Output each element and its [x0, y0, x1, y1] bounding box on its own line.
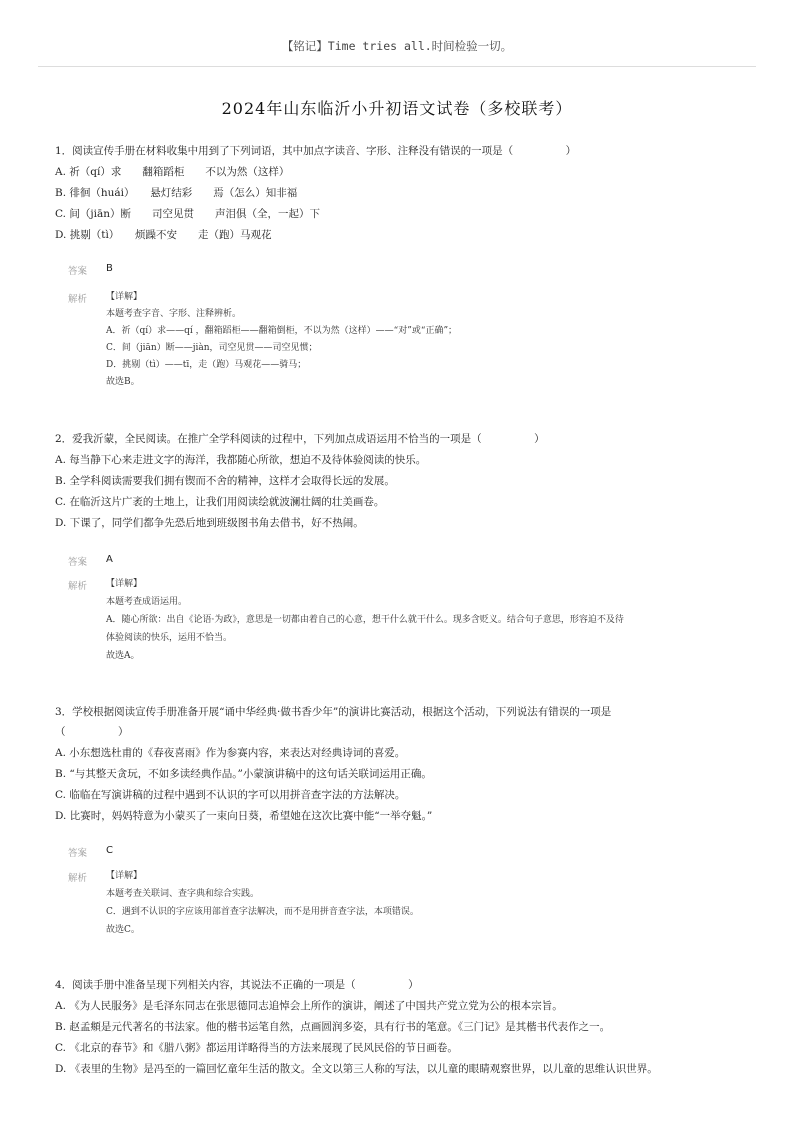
question-2-stem: 2．爱我沂蒙，全民阅读。在推广全学科阅读的过程中，下列加点成语运用不恰当的一项是（ ）: [55, 433, 545, 445]
question-3-option-d[interactable]: D. 比赛时，妈妈特意为小蒙买了一束向日葵，希望她在这次比赛中能“一举夺魁。”: [55, 810, 433, 822]
answer-label: 答案: [68, 557, 88, 568]
question-4-option-b[interactable]: B. 赵孟頫是元代著名的书法家。他的楷书运笔自然，点画圆润多姿，具有行书的笔意。《三门记》是其楷书代表作之一。: [55, 1021, 611, 1033]
question-2-option-a[interactable]: A. 每当静下心来走进文字的海洋，我都随心所欲，想迫不及待体验阅读的快乐。: [55, 454, 427, 466]
page-header-motto: 【铭记】Time tries all.时间检验一切。: [281, 39, 513, 53]
question-3-analysis-line: 【详解】: [106, 871, 143, 881]
question-2-analysis-line: 本题考查成语运用。: [106, 597, 188, 607]
question-1-answer: B: [106, 263, 113, 274]
question-4-stem: 4．阅读手册中准备呈现下列相关内容，其说法不正确的一项是（ ）: [55, 979, 419, 991]
question-1-analysis-line: A．祈（qí）求——qí ，翻箱蹈柜——翻箱倒柜，不以为然（这样）——“对”或“正确”；: [106, 326, 458, 336]
question-3-stem-continued: （ ）: [55, 726, 129, 738]
answer-label: 答案: [68, 266, 88, 277]
analysis-label: 解析: [68, 873, 88, 884]
answer-label: 答案: [68, 848, 88, 859]
question-3-option-c[interactable]: C. 临临在写演讲稿的过程中遇到不认识的字可以用拼音查字法的方法解决。: [55, 789, 406, 801]
question-1-option-a[interactable]: A. 祈（qí）求 翻箱蹈柜 不以为然（这样）: [55, 166, 290, 178]
question-1-stem: 1．阅读宣传手册在材料收集中用到了下列词语，其中加点字读音、字形、注释没有错误的一项是（ ）: [55, 145, 577, 157]
question-1-analysis-line: D．挑剔（tì）——tī，走（跑）马观花——骑马；: [106, 360, 307, 370]
question-3-answer: C: [106, 845, 113, 856]
header-divider: [38, 66, 756, 67]
question-1-analysis-line: C．间（jiān）断——jiàn，司空见贯——司空见惯；: [106, 343, 318, 353]
question-2-analysis-line: A．随心所欲：出自《论语·为政》，意思是一切都由着自己的心意，想干什么就干什么。现多含贬义。结合句子意思，形容迫不及待: [106, 615, 624, 625]
question-2-option-b[interactable]: B. 全学科阅读需要我们拥有锲而不舍的精神，这样才会取得长远的发展。: [55, 475, 395, 487]
page-title: 2024年山东临沂小升初语文试卷（多校联考）: [221, 99, 573, 118]
analysis-label: 解析: [68, 294, 88, 305]
analysis-label: 解析: [68, 581, 88, 592]
question-4-option-a[interactable]: A. 《为人民服务》是毛泽东同志在张思德同志追悼会上所作的演讲，阐述了中国共产党立党为公的根本宗旨。: [55, 1000, 563, 1012]
question-4-option-d[interactable]: D. 《表里的生物》是冯至的一篇回忆童年生活的散文。全文以第三人称的写法，以儿童的眼睛观察世界，以儿童的思维认识世界。: [55, 1063, 658, 1075]
question-1-analysis-line: 【详解】: [106, 292, 143, 302]
question-1-option-b[interactable]: B. 徘徊（huái） 悬灯结彩 焉（怎么）知非福: [55, 187, 298, 199]
question-4-option-c[interactable]: C. 《北京的春节》和《腊八粥》都运用详略得当的方法来展现了民风民俗的节日画卷。: [55, 1042, 458, 1054]
question-2-analysis-line: 故选A。: [106, 651, 140, 661]
question-3-analysis-line: C．遇到不认识的字应该用部首查字法解决，而不是用拼音查字法，本项错误。: [106, 907, 419, 917]
question-3-stem: 3．学校根据阅读宣传手册准备开展“诵中华经典·做书香少年”的演讲比赛活动，根据这个活动，下列说法有错误的一项是: [55, 706, 612, 718]
question-3-analysis-line: 故选C。: [106, 925, 140, 935]
question-2-option-d[interactable]: D. 下课了，同学们都争先恐后地到班级图书角去借书，好不热闹。: [55, 517, 364, 529]
question-3-option-b[interactable]: B. “与其整天贪玩，不如多读经典作品。”小蒙演讲稿中的这句话关联词运用正确。: [55, 768, 432, 780]
question-1-analysis-line: 本题考查字音、字形、注释辨析。: [106, 309, 242, 319]
question-1-analysis-line: 故选B。: [106, 377, 140, 387]
question-2-answer: A: [106, 554, 113, 565]
question-3-analysis-line: 本题考查关联词、查字典和综合实践。: [106, 889, 260, 899]
question-1-option-d[interactable]: D. 挑剔（tì） 烦躁不安 走（跑）马观花: [55, 229, 272, 241]
question-3-option-a[interactable]: A. 小东想选杜甫的《春夜喜雨》作为参赛内容，来表达对经典诗词的喜爱。: [55, 747, 406, 759]
question-2-analysis-line: 体验阅读的快乐，运用不恰当。: [106, 633, 233, 643]
question-2-analysis-line: 【详解】: [106, 579, 143, 589]
question-2-option-c[interactable]: C. 在临沂这片广袤的土地上，让我们用阅读绘就波澜壮阔的壮美画卷。: [55, 496, 385, 508]
question-1-option-c[interactable]: C. 间（jiān）断 司空见贯 声泪俱（全，一起）下: [55, 208, 320, 220]
